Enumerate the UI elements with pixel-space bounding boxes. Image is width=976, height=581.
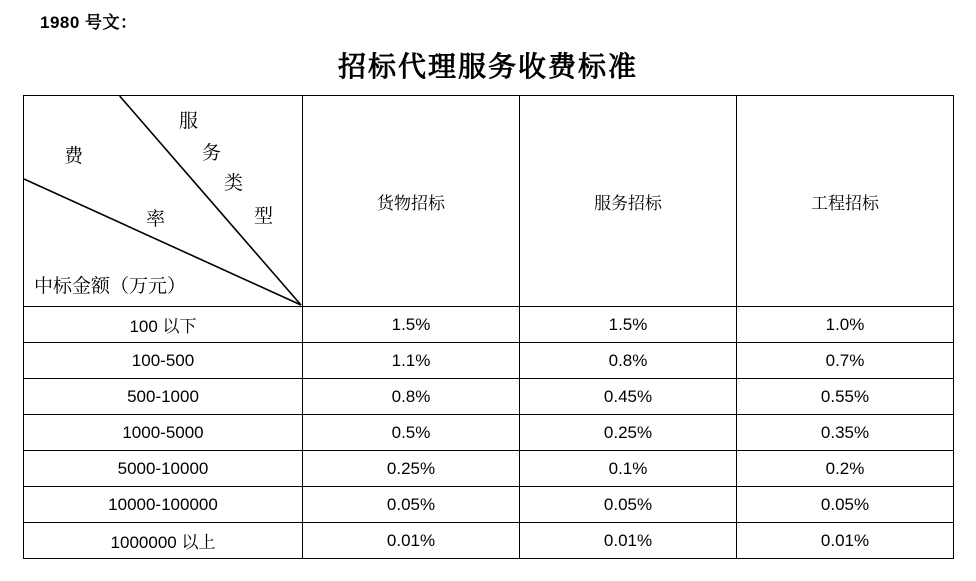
table-header-row [24,96,954,307]
cell-project: 0.7% [737,343,954,379]
cell-goods: 0.8% [303,379,520,415]
corner-label-service-4: 型 [254,206,274,227]
column-header-project: 工程招标 [737,96,954,307]
row-label: 1000000 以上 [24,523,303,559]
cell-goods: 1.1% [303,343,520,379]
table-row [24,451,954,487]
cell-service: 0.25% [520,415,737,451]
table-row [24,307,954,343]
corner-label-rate: 率 [146,209,166,230]
row-label: 100-500 [24,343,303,379]
column-header-goods: 货物招标 [303,96,520,307]
cell-project: 0.35% [737,415,954,451]
corner-label-service-2: 务 [202,143,222,164]
table-row [24,379,954,415]
corner-label-service-3: 类 [224,173,244,194]
document-reference: 1980 号文： [40,13,138,32]
row-label: 10000-100000 [24,487,303,523]
cell-service: 0.45% [520,379,737,415]
page-title: 招标代理服务收费标准 [337,52,638,83]
row-label: 100 以下 [24,307,303,343]
cell-goods: 0.05% [303,487,520,523]
cell-goods: 0.5% [303,415,520,451]
cell-project: 0.55% [737,379,954,415]
column-header-service: 服务招标 [520,96,737,307]
cell-project: 0.2% [737,451,954,487]
row-label: 500-1000 [24,379,303,415]
row-label: 1000-5000 [24,415,303,451]
cell-goods: 1.5% [303,307,520,343]
cell-goods: 0.25% [303,451,520,487]
fee-table-container [23,95,953,559]
table-row [24,523,954,559]
corner-label-service-1: 服 [179,111,199,132]
corner-label-amount: 中标金额（万元） [34,276,187,297]
cell-project: 0.05% [737,487,954,523]
cell-service: 0.8% [520,343,737,379]
cell-project: 0.01% [737,523,954,559]
cell-goods: 0.01% [303,523,520,559]
cell-project: 1.0% [737,307,954,343]
table-row [24,487,954,523]
cell-service: 0.1% [520,451,737,487]
table-row [24,343,954,379]
fee-standard-table [23,95,954,559]
cell-service: 0.01% [520,523,737,559]
row-label: 5000-10000 [24,451,303,487]
cell-service: 0.05% [520,487,737,523]
table-row [24,415,954,451]
header-corner-cell [24,96,303,307]
cell-service: 1.5% [520,307,737,343]
corner-label-fee: 费 [64,146,84,167]
